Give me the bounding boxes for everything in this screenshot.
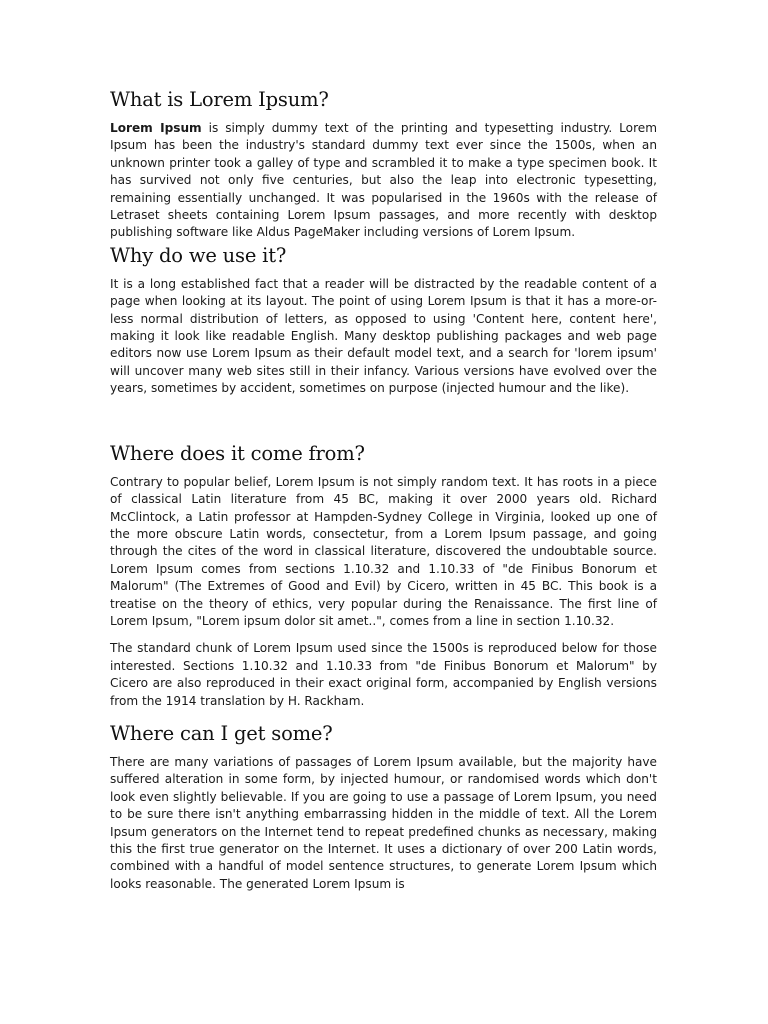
section-paragraph: There are many variations of passages of Lorem Ipsum available, but the majority have suffered alteration in some form, by injected humour, or randomised words which don't look even slightly believable. If you are going to use a passage of Lorem Ipsum, you need to be sure there isn't anything embarrassing hidden in the middle of text. All the Lorem Ipsum generators on the Internet tend to repeat predefined chunks as necessary, making this the first true generator on the Internet. It uses a dictionary of over 200 Latin words, combined with a handful of model sentence structures, to generate Lorem Ipsum which looks reasonable. The generated Lorem Ipsum is [110,754,657,891]
section-why-do-we-use-it [110,244,657,398]
section-where-can-i-get-some [110,722,657,893]
bold-lead-term: Lorem Ipsum [110,121,202,135]
section-heading: What is Lorem Ipsum? [110,88,329,111]
section-heading: Where can I get some? [110,721,333,745]
section-what-is-lorem-ipsum [110,88,657,242]
paragraph-text: is simply dummy text of the printing and typesetting industry. Lorem Ipsum has been the industry's standard dummy text ever since the 1500s, when an unknown printer took a galley of type and scrambled it to make a type specimen book. It has survived not only five centuries, but also the leap into electronic typesetting, remaining essentially unchanged. It was popularised in the 1960s with the release of Letraset sheets containing Lorem Ipsum passages, and more recently with desktop publishing software like Aldus PageMaker including versions of Lorem Ipsum. [110,121,657,240]
document-page [110,84,657,893]
section-heading: Where does it come from? [110,441,365,465]
section-paragraph: The standard chunk of Lorem Ipsum used since the 1500s is reproduced below for those interested. Sections 1.10.32 and 1.10.33 from "de Finibus Bonorum et Malorum" by Cicero are also reproduced in their exact original form, accompanied by English versions from the 1914 translation by H. Rackham. [110,641,657,708]
section-paragraph: Contrary to popular belief, Lorem Ipsum is not simply random text. It has roots in a piece of classical Latin literature from 45 BC, making it over 2000 years old. Richard McClintock, a Latin professor at Hampden-Sydney College in Virginia, looked up one of the more obscure Latin words, consectetur, from a Lorem Ipsum passage, and going through the cites of the word in classical literature, discovered the undoubtable source. Lorem Ipsum comes from sections 1.10.32 and 1.10.33 of "de Finibus Bonorum et Malorum" (The Extremes of Good and Evil) by Cicero, written in 45 BC. This book is a treatise on the theory of ethics, very popular during the Renaissance. The first line of Lorem Ipsum, "Lorem ipsum dolor sit amet..", comes from a line in section 1.10.32. [110,474,657,628]
section-paragraph [110,120,657,242]
section-paragraph: It is a long established fact that a reader will be distracted by the readable content of a page when looking at its layout. The point of using Lorem Ipsum is that it has a more-or-less normal distribution of letters, as opposed to using 'Content here, content here', making it look like readable English. Many desktop publishing packages and web page editors now use Lorem Ipsum as their default model text, and a search for 'lorem ipsum' will uncover many web sites still in their infancy. Various versions have evolved over the years, sometimes by accident, sometimes on purpose (injected humour and the like). [110,276,657,396]
section-where-does-it-come-from [110,442,657,710]
section-heading: Why do we use it? [110,243,287,267]
